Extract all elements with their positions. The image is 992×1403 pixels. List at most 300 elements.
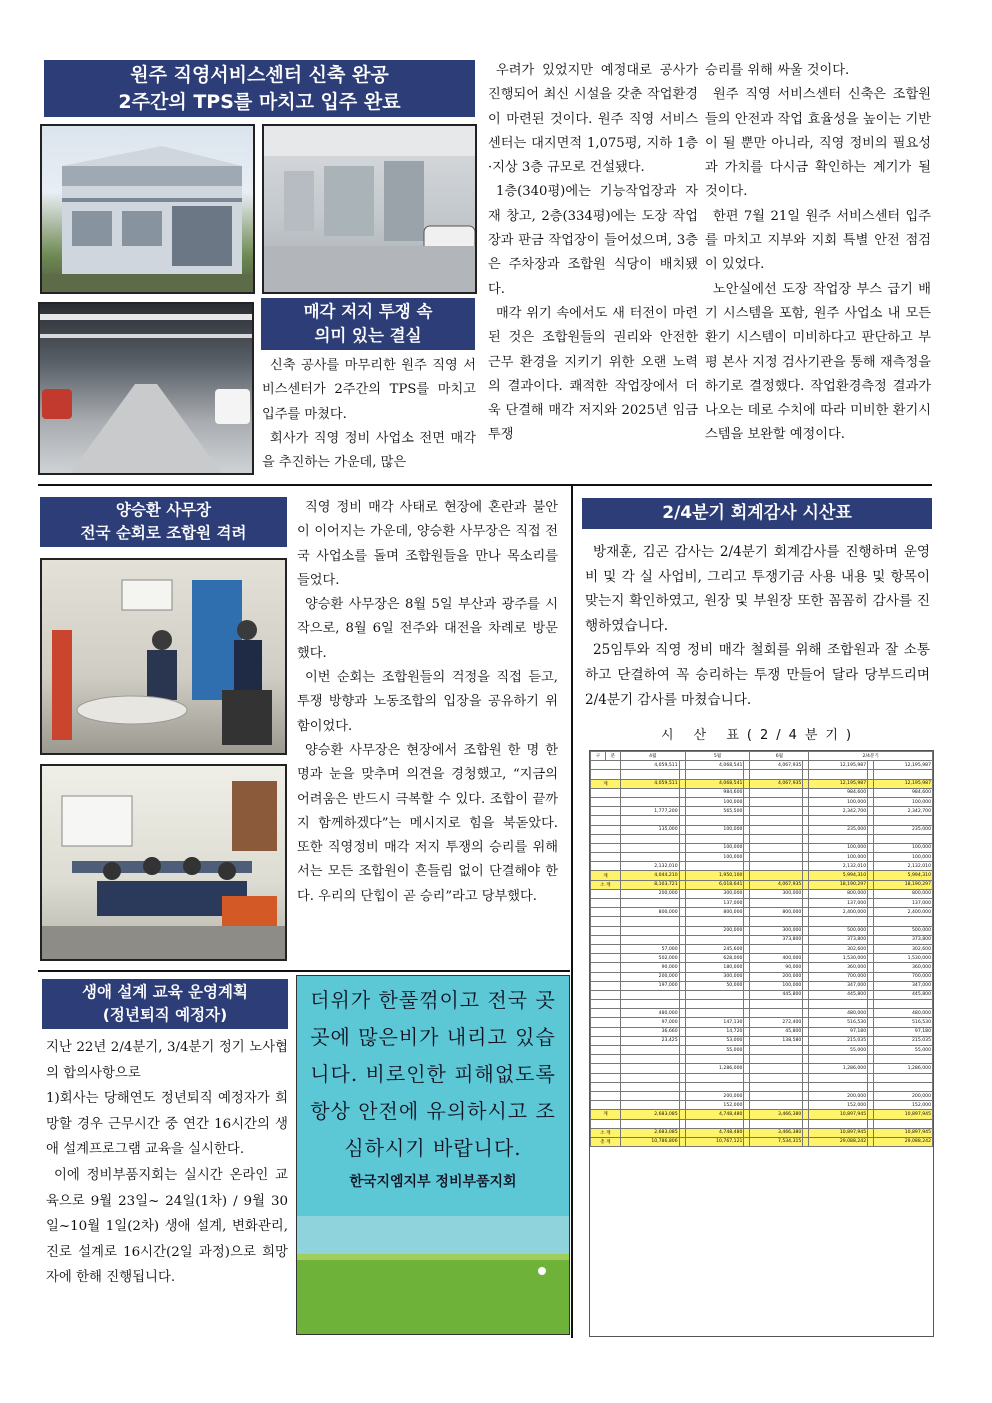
table-cell: 373,800 xyxy=(809,935,868,944)
table-cell xyxy=(591,1082,621,1091)
table-cell xyxy=(620,816,679,825)
table-row xyxy=(591,1128,933,1137)
table-row xyxy=(591,1110,933,1119)
table-cell: 200,000 xyxy=(685,926,744,935)
table-cell xyxy=(591,1036,621,1045)
office-illustration-1 xyxy=(42,560,285,753)
header-cell-bun: 분 xyxy=(605,752,620,761)
table-cell xyxy=(685,1009,744,1018)
table-cell xyxy=(591,981,621,990)
poster-signature: 한국지엠지부 정비부품지회 xyxy=(349,1174,517,1190)
table-cell: 10,786,806 xyxy=(620,1137,679,1146)
table-cell: 100,000 xyxy=(685,853,744,862)
table-cell: 373,800 xyxy=(750,935,803,944)
table-cell: 300,000 xyxy=(750,889,803,898)
article3-title-line2: (정년퇴직 예정자) xyxy=(102,1006,228,1024)
article1-column3 xyxy=(705,59,931,448)
table-cell xyxy=(874,834,933,843)
table-cell xyxy=(591,788,621,797)
table-cell: 1,530,000 xyxy=(809,954,868,963)
table-cell: 2,683,085 xyxy=(620,1128,679,1137)
table-cell: 984,600 xyxy=(809,788,868,797)
table-cell: 800,000 xyxy=(809,889,868,898)
table-cell: 10,897,945 xyxy=(874,1128,933,1137)
table-cell: 245,600 xyxy=(685,944,744,953)
table-cell xyxy=(620,853,679,862)
table-cell xyxy=(591,816,621,825)
table-cell xyxy=(591,908,621,917)
table-cell: 97,000 xyxy=(620,1018,679,1027)
table-cell xyxy=(750,1064,803,1073)
table-cell xyxy=(591,944,621,953)
table-cell xyxy=(685,834,744,843)
table-cell: 23,425 xyxy=(620,1036,679,1045)
table-cell xyxy=(874,1073,933,1082)
table-cell xyxy=(620,788,679,797)
article1-title-line2: 2주간의 TPS를 마치고 입주 완료 xyxy=(118,91,401,113)
table-cell: 565,500 xyxy=(685,807,744,816)
article1-col1-p2: 회사가 직영 정비 사업소 전면 매각을 추진하는 가운데, 많은 xyxy=(262,430,476,471)
table-row xyxy=(591,954,933,963)
table-cell: 480,000 xyxy=(620,1009,679,1018)
table-cell: 502,000 xyxy=(620,954,679,963)
table-cell: 200,000 xyxy=(685,1091,744,1100)
article1-col2-p3: 매각 위기 속에서도 새 터전이 마련된 것은 조합원들의 권리와 안전한 근무 환경을 지키기 위한 오랜 노력의 결과이다. 쾌적한 작업장에서 더욱 단결해 매각 저지와 2025년 임금 투쟁 xyxy=(488,305,698,443)
table-cell: 90,000 xyxy=(620,963,679,972)
table-cell: 3,466,380 xyxy=(750,1110,803,1119)
article2-title-banner xyxy=(40,497,287,547)
table-cell xyxy=(874,770,933,779)
table-row xyxy=(591,788,933,797)
table-cell xyxy=(809,1055,868,1064)
table-cell xyxy=(750,871,803,880)
table-row xyxy=(591,1073,933,1082)
table-cell xyxy=(750,917,803,926)
table-cell: 215,035 xyxy=(874,1036,933,1045)
table-cell: 137,000 xyxy=(874,899,933,908)
table-cell xyxy=(620,1101,679,1110)
table-cell: 55,000 xyxy=(874,1046,933,1055)
table-cell: 445,800 xyxy=(874,990,933,999)
table-cell xyxy=(750,853,803,862)
table-cell xyxy=(591,853,621,862)
trial-balance-table xyxy=(590,751,933,1147)
table-cell: 2,400,000 xyxy=(809,908,868,917)
trial-balance-header-row xyxy=(591,752,933,761)
header-cell-june: 6월 xyxy=(750,752,809,761)
table-cell xyxy=(750,1119,803,1128)
table-cell: 90,000 xyxy=(750,963,803,972)
table-cell: 2,132,010 xyxy=(809,862,868,871)
table-cell: 480,000 xyxy=(809,1009,868,1018)
table-cell xyxy=(620,1082,679,1091)
table-cell xyxy=(620,797,679,806)
article1-sub-line1: 매각 저지 투쟁 속 xyxy=(303,302,433,321)
table-cell xyxy=(750,843,803,852)
table-cell xyxy=(809,1073,868,1082)
table-cell: 152,000 xyxy=(809,1101,868,1110)
table-cell xyxy=(685,1082,744,1091)
table-row xyxy=(591,1036,933,1045)
table-cell xyxy=(750,1101,803,1110)
table-cell: 55,000 xyxy=(809,1046,868,1055)
article2-p1: 직영 정비 매각 사태로 현장에 혼란과 불안이 이어지는 가운데, 양승환 사무장은 직접 전국 사업소를 돌며 조합원들을 만나 목소리를 들었다. xyxy=(297,500,558,588)
trial-balance-sheet xyxy=(589,750,934,1337)
table-row xyxy=(591,779,933,788)
table-cell: 200,000 xyxy=(809,1091,868,1100)
table-cell xyxy=(620,899,679,908)
article1-col2-p2: 1층(340평)에는 기능작업장과 자재 창고, 2층(334평)에는 도장 작업장과 판금 작업장이 들어섰으며, 3층은 주차장과 조합원 식당이 배치됐다. xyxy=(488,184,698,297)
article2-p4: 양승환 사무장은 현장에서 조합원 한 명 한 명과 눈을 맞추며 의견을 경청했고, “지금의 어려움은 반드시 극복할 수 있다. 조합이 끝까지 함께하겠다”는 메시지로 힘을 북돋았다. 또한 직영정비 매각 저지 투쟁의 승리를 위해서는 모든 조합원이 흔들림 없이 단결해야 한다. 우리의 단힙이 곧 승리”라고 당부했다. xyxy=(297,742,558,904)
table-cell: 800,000 xyxy=(750,908,803,917)
table-cell: 계 xyxy=(591,779,621,788)
table-cell xyxy=(620,1073,679,1082)
article1-column2 xyxy=(488,59,698,448)
table-row xyxy=(591,1018,933,1027)
table-cell: 1,530,000 xyxy=(874,954,933,963)
table-cell xyxy=(620,1119,679,1128)
table-row xyxy=(591,1064,933,1073)
article1-col2-p1: 우려가 있었지만 예정대로 공사가 진행되어 최신 시설을 갖춘 작업환경이 마련된 것이다. 원주 직영 서비스센터는 대지면적 1,075평, 지하 1층·지상 3층 규모로 건설됐다. xyxy=(488,63,698,176)
table-row xyxy=(591,862,933,871)
table-cell: 총 계 xyxy=(591,1137,621,1146)
article1-column1 xyxy=(262,354,476,475)
table-cell xyxy=(809,1082,868,1091)
table-cell: 400,000 xyxy=(750,954,803,963)
table-row xyxy=(591,899,933,908)
rain-safety-poster xyxy=(296,975,570,1335)
table-cell: 29,088,242 xyxy=(874,1137,933,1146)
office-visit-photo-1 xyxy=(40,558,287,755)
table-cell: 200,000 xyxy=(874,1091,933,1100)
table-cell xyxy=(591,834,621,843)
article3-title-banner xyxy=(42,979,288,1029)
table-cell xyxy=(750,834,803,843)
table-cell xyxy=(620,770,679,779)
table-cell: 1,950,100 xyxy=(685,871,744,880)
table-cell: 180,000 xyxy=(685,963,744,972)
table-cell: 445,800 xyxy=(809,990,868,999)
table-row xyxy=(591,944,933,953)
table-cell: 2,400,000 xyxy=(874,908,933,917)
table-cell: 4,044,210 xyxy=(620,871,679,880)
table-cell xyxy=(620,917,679,926)
header-cell-may: 5월 xyxy=(685,752,750,761)
table-cell: 4,068,541 xyxy=(685,761,744,770)
table-cell xyxy=(591,1055,621,1064)
article4-p2: 25임투와 직영 정비 매각 철회를 위해 조합원과 잘 소통하고 단결하여 꼭 승리하는 투쟁 만들어 달라 당부드리며 2/4분기 감사를 마쳤습니다. xyxy=(585,642,930,708)
table-cell xyxy=(591,825,621,834)
table-cell: 100,000 xyxy=(874,797,933,806)
table-cell: 4,748,480 xyxy=(685,1110,744,1119)
table-row xyxy=(591,816,933,825)
table-cell: 152,000 xyxy=(685,1101,744,1110)
article4-body xyxy=(585,540,930,712)
article2-title-line2: 전국 순회로 조합원 격려 xyxy=(80,524,247,542)
article2-p2: 양승환 사무장은 8월 5일 부산과 광주를 시작으로, 8월 6일 전주와 대전을 차례로 방문했다. xyxy=(297,597,558,661)
table-cell: 10,897,945 xyxy=(809,1110,868,1119)
table-cell: 100,000 xyxy=(685,825,744,834)
article1-sub-line2: 의미 있는 결실 xyxy=(314,326,422,345)
table-row xyxy=(591,880,933,889)
table-cell: 800,000 xyxy=(874,889,933,898)
table-cell: 197,000 xyxy=(620,981,679,990)
article1-col3-p2: 원주 직영 서비스센터 신축은 조합원들의 안전과 작업 효율성을 높이는 기반이 될 뿐만 아니라, 직영 정비의 필요성과 가치를 다시금 확인하는 계기가 될 것이다. xyxy=(705,87,931,200)
table-cell: 700,000 xyxy=(809,972,868,981)
table-cell: 200,000 xyxy=(620,972,679,981)
article3-p3: 이에 정비부품지회는 실시간 온라인 교육으로 9월 23일~ 24일(1차) / 9월 30일~10월 1일(2차) 생애 설계, 변화관리, 진로 설계로 16시간(2일 과정)으로 희망자에 한해 진행됩니다. xyxy=(46,1167,288,1286)
table-cell: 4,067,935 xyxy=(750,779,803,788)
table-cell xyxy=(591,807,621,816)
table-cell xyxy=(591,1009,621,1018)
table-cell xyxy=(685,816,744,825)
table-cell: 12,195,987 xyxy=(809,779,868,788)
table-cell xyxy=(809,816,868,825)
table-cell xyxy=(874,1000,933,1009)
workshop-corridor-photo xyxy=(38,302,254,475)
table-cell: 516,530 xyxy=(874,1018,933,1027)
table-cell: 272,400 xyxy=(750,1018,803,1027)
table-cell: 152,000 xyxy=(874,1101,933,1110)
table-cell xyxy=(685,770,744,779)
table-row xyxy=(591,926,933,935)
table-row xyxy=(591,972,933,981)
table-cell: 100,000 xyxy=(750,981,803,990)
table-cell: 50,000 xyxy=(685,981,744,990)
table-cell xyxy=(591,1027,621,1036)
table-cell xyxy=(591,917,621,926)
table-cell: 2,132,010 xyxy=(874,862,933,871)
table-cell xyxy=(750,1046,803,1055)
office-illustration-2 xyxy=(42,766,285,959)
table-row xyxy=(591,1119,933,1128)
table-cell: 700,000 xyxy=(874,972,933,981)
table-row xyxy=(591,1137,933,1146)
table-cell: 97,180 xyxy=(874,1027,933,1036)
table-cell: 계 xyxy=(591,871,621,880)
table-cell xyxy=(750,899,803,908)
table-cell: 200,000 xyxy=(620,889,679,898)
table-cell: 53,000 xyxy=(685,1036,744,1045)
table-cell xyxy=(874,917,933,926)
table-cell xyxy=(750,797,803,806)
table-cell: 소 계 xyxy=(591,880,621,889)
article4-title: 2/4분기 회계감사 시산표 xyxy=(662,503,852,523)
table-cell: 97,180 xyxy=(809,1027,868,1036)
table-cell: 10,897,945 xyxy=(809,1128,868,1137)
table-cell: 300,000 xyxy=(685,889,744,898)
table-cell xyxy=(685,862,744,871)
table-cell: 8,103,721 xyxy=(620,880,679,889)
table-cell: 12,195,987 xyxy=(874,779,933,788)
table-cell xyxy=(620,1055,679,1064)
table-cell: 138,580 xyxy=(750,1036,803,1045)
table-cell xyxy=(750,1091,803,1100)
table-cell xyxy=(750,1082,803,1091)
table-cell: 계 xyxy=(591,1110,621,1119)
table-cell xyxy=(591,1119,621,1128)
table-row xyxy=(591,843,933,852)
article1-col3-p1: 승리를 위해 싸울 것이다. xyxy=(705,63,850,78)
table-cell xyxy=(591,1101,621,1110)
table-cell xyxy=(591,954,621,963)
table-cell xyxy=(809,917,868,926)
table-cell: 100,000 xyxy=(685,843,744,852)
article3-body xyxy=(46,1035,288,1291)
table-cell: 2,132,010 xyxy=(620,862,679,871)
table-cell: 4,059,511 xyxy=(620,779,679,788)
table-cell xyxy=(591,990,621,999)
table-cell: 소 계 xyxy=(591,1128,621,1137)
table-cell xyxy=(874,1082,933,1091)
table-cell: 360,000 xyxy=(874,963,933,972)
table-row xyxy=(591,761,933,770)
table-cell: 4,059,511 xyxy=(620,761,679,770)
table-cell: 14,720 xyxy=(685,1027,744,1036)
table-cell xyxy=(591,1073,621,1082)
table-row xyxy=(591,981,933,990)
table-cell xyxy=(591,926,621,935)
table-cell: 984,600 xyxy=(685,788,744,797)
table-cell xyxy=(750,825,803,834)
table-cell: 4,748,480 xyxy=(685,1128,744,1137)
table-row xyxy=(591,1009,933,1018)
table-cell: 2,342,700 xyxy=(809,807,868,816)
table-row xyxy=(591,990,933,999)
table-cell xyxy=(809,1000,868,1009)
trial-balance-body xyxy=(591,761,933,1147)
table-cell xyxy=(591,1064,621,1073)
table-cell: 137,000 xyxy=(809,899,868,908)
header-cell-quarter: 2/4분기 xyxy=(809,752,933,761)
table-row xyxy=(591,917,933,926)
article1-title-line1: 원주 직영서비스센터 신축 완공 xyxy=(130,64,389,86)
table-cell: 100,000 xyxy=(874,843,933,852)
table-row xyxy=(591,908,933,917)
table-cell: 500,000 xyxy=(874,926,933,935)
table-cell xyxy=(685,917,744,926)
article4-p1: 방재훈, 김곤 감사는 2/4분기 회계감사를 진행하며 운영비 및 각 실 사업비, 그리고 투쟁기금 사용 내용 및 항목이 맞는지 확인하였고, 원장 및 부원장 또한 꼼꼼히 감사를 진행하였습니다. xyxy=(585,544,930,634)
table-row xyxy=(591,1000,933,1009)
table-cell: 18,190,297 xyxy=(809,880,868,889)
table-cell xyxy=(685,935,744,944)
table-row xyxy=(591,1055,933,1064)
table-row xyxy=(591,834,933,843)
field-illustration xyxy=(297,1216,569,1334)
table-cell: 302,600 xyxy=(809,944,868,953)
table-cell: 12,195,987 xyxy=(874,761,933,770)
table-cell xyxy=(591,972,621,981)
table-cell: 302,600 xyxy=(874,944,933,953)
table-cell xyxy=(750,788,803,797)
table-cell xyxy=(750,862,803,871)
table-cell: 215,035 xyxy=(809,1036,868,1045)
table-cell: 1,777,200 xyxy=(620,807,679,816)
table-cell: 45,800 xyxy=(750,1027,803,1036)
table-cell xyxy=(620,1064,679,1073)
table-cell xyxy=(874,1055,933,1064)
table-cell: 984,600 xyxy=(874,788,933,797)
office-visit-photo-2 xyxy=(40,764,287,961)
table-cell xyxy=(591,1091,621,1100)
paint-booth-photo xyxy=(262,124,477,294)
table-row xyxy=(591,1027,933,1036)
table-cell xyxy=(591,797,621,806)
table-cell: 5,994,310 xyxy=(809,871,868,880)
table-cell xyxy=(591,889,621,898)
table-row xyxy=(591,853,933,862)
article2-body xyxy=(297,496,558,909)
table-cell xyxy=(750,770,803,779)
table-cell: 100,000 xyxy=(809,853,868,862)
table-cell: 100,000 xyxy=(809,843,868,852)
table-cell: 500,000 xyxy=(809,926,868,935)
table-cell: 300,000 xyxy=(685,972,744,981)
table-cell: 10,897,945 xyxy=(874,1110,933,1119)
table-cell: 1,286,000 xyxy=(685,1064,744,1073)
table-cell xyxy=(750,1009,803,1018)
article3-p2: 1)회사는 당해연도 정년퇴직 예정자가 희망할 경우 근무시간 중 연간 16시간의 생애 설계프로그램 교육을 실시한다. xyxy=(46,1091,288,1158)
table-cell xyxy=(750,1055,803,1064)
table-cell: 4,067,935 xyxy=(750,880,803,889)
table-row xyxy=(591,889,933,898)
table-cell: 55,000 xyxy=(685,1046,744,1055)
table-cell: 235,000 xyxy=(874,825,933,834)
header-cell-april: 4월 xyxy=(620,752,685,761)
booth-illustration xyxy=(264,126,475,292)
table-cell xyxy=(809,1119,868,1128)
article3-title-line1: 생애 설계 교육 운영계획 xyxy=(82,983,248,1001)
table-row xyxy=(591,797,933,806)
table-cell xyxy=(685,1119,744,1128)
table-cell xyxy=(591,862,621,871)
table-cell xyxy=(685,1000,744,1009)
table-cell xyxy=(750,944,803,953)
table-cell xyxy=(591,1000,621,1009)
table-cell xyxy=(620,990,679,999)
table-row xyxy=(591,1091,933,1100)
table-cell: 137,000 xyxy=(685,899,744,908)
table-cell: 100,000 xyxy=(874,853,933,862)
header-cell-gu: 구 xyxy=(591,752,606,761)
table-cell xyxy=(750,807,803,816)
table-cell: 2,342,700 xyxy=(874,807,933,816)
table-cell: 1,286,000 xyxy=(874,1064,933,1073)
article1-sub-banner xyxy=(261,298,475,350)
table-cell xyxy=(591,843,621,852)
table-cell xyxy=(620,1000,679,1009)
table-cell: 628,000 xyxy=(685,954,744,963)
table-cell: 360,000 xyxy=(809,963,868,972)
table-cell: 6,018,641 xyxy=(685,880,744,889)
table-row xyxy=(591,770,933,779)
table-cell xyxy=(750,1000,803,1009)
table-cell: 135,000 xyxy=(620,825,679,834)
table-cell: 300,000 xyxy=(750,926,803,935)
table-row xyxy=(591,807,933,816)
table-cell: 2,683,085 xyxy=(620,1110,679,1119)
table-cell xyxy=(620,1046,679,1055)
building-exterior-photo xyxy=(40,124,255,294)
table-cell xyxy=(685,1073,744,1082)
table-cell xyxy=(591,899,621,908)
article2-title-line1: 양승환 사무장 xyxy=(115,501,212,519)
table-row xyxy=(591,871,933,880)
table-cell: 200,000 xyxy=(750,972,803,981)
table-row xyxy=(591,825,933,834)
table-cell: 1,286,000 xyxy=(809,1064,868,1073)
article1-title-banner xyxy=(44,60,475,117)
